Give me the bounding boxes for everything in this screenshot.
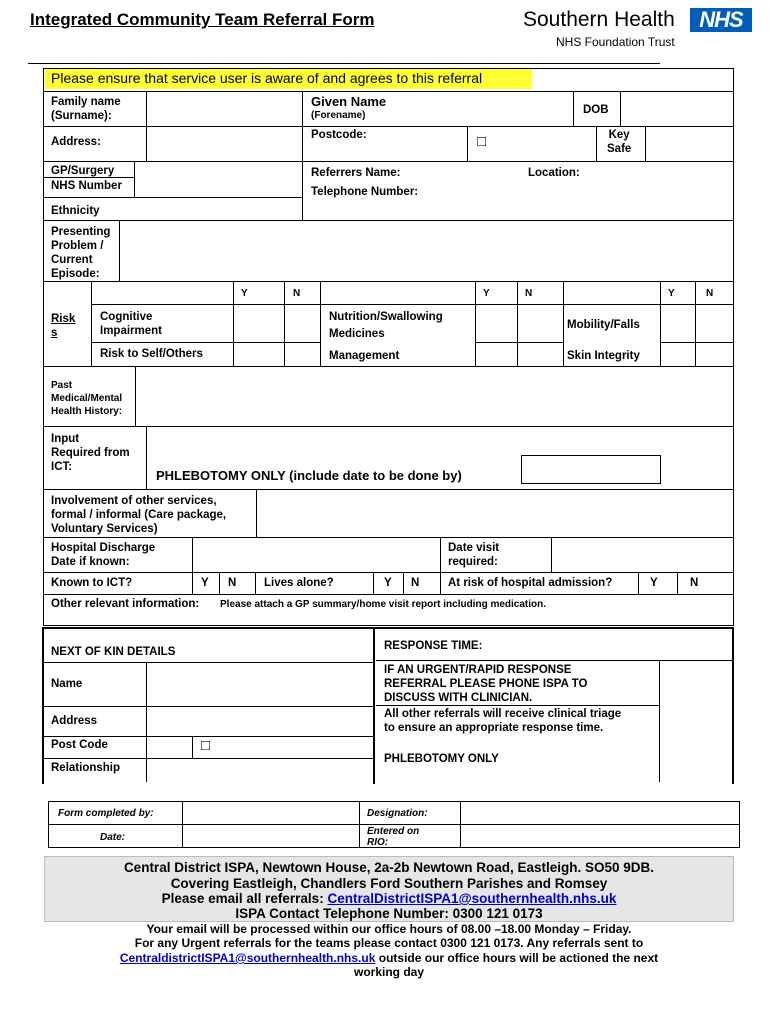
management-label: Management <box>329 350 400 362</box>
ethnicity-label: Ethnicity <box>51 205 100 217</box>
date-visit-label: Date visit required: <box>448 542 500 568</box>
discharge-label: Hospital Discharge Date if known: <box>51 542 156 568</box>
completed-by-label: Form completed by: <box>58 808 154 819</box>
known-ict-y[interactable]: Y <box>201 577 209 589</box>
lives-alone-n[interactable]: N <box>411 577 420 589</box>
address-label: Address: <box>51 136 101 148</box>
presenting-problem-label: Presenting Problem / Current Episode: <box>51 226 111 280</box>
footer-phone: ISPA Contact Telephone Number: 0300 121 0173 <box>235 906 543 921</box>
lives-alone-y[interactable]: Y <box>384 577 392 589</box>
skin-integrity-label: Skin Integrity <box>567 350 640 362</box>
mobility-falls-label: Mobility/Falls <box>567 319 640 331</box>
phlebotomy-date-field[interactable] <box>521 455 661 484</box>
nok-name-label: Name <box>51 678 83 690</box>
designation-label: Designation: <box>367 808 428 819</box>
location-label: Location: <box>528 167 580 179</box>
consent-notice: Please ensure that service user is aware of and agrees to this referral <box>51 70 483 86</box>
admission-y[interactable]: Y <box>650 577 658 589</box>
medicines-label: Medicines <box>329 328 385 340</box>
nok-relationship-label: Relationship <box>51 762 121 774</box>
urgent-referral-text: IF AN URGENT/RAPID RESPONSE REFERRAL PLEASE PHONE ISPA TO DISCUSS WITH CLINICIAN. <box>384 664 588 704</box>
footer-address: Central District ISPA, Newtown House, 2a-2b Newtown Road, Eastleigh. SO50 9DB. <box>123 860 655 875</box>
nok-postcode-lookup-icon[interactable]: □ <box>201 737 211 754</box>
org-subtitle: NHS Foundation Trust <box>556 35 675 49</box>
phlebotomy-label: PHLEBOTOMY ONLY (include date to be done by) <box>156 468 462 483</box>
out-of-hours-note <box>34 951 744 966</box>
risk-y-header-3: Y <box>668 288 675 299</box>
completion-date-label: Date: <box>100 832 126 843</box>
known-ict-label: Known to ICT? <box>51 577 133 589</box>
response-phlebotomy-label: PHLEBOTOMY ONLY <box>384 753 499 765</box>
cognitive-impairment-label: Cognitive Impairment <box>100 311 162 337</box>
entered-rio-label: Entered on RIO: <box>367 826 420 848</box>
footer-email-prefix: Please email all referrals: <box>161 891 324 906</box>
response-time-title: RESPONSE TIME: <box>384 640 483 652</box>
nutrition-label: Nutrition/Swallowing <box>329 311 443 323</box>
out-of-hours-email-link[interactable]: CentraldistrictISPA1@southernhealth.nhs.uk <box>119 951 376 965</box>
risk-self-others-label: Risk to Self/Others <box>100 348 203 360</box>
dob-label: DOB <box>583 104 609 116</box>
postcode-label: Postcode: <box>311 129 367 141</box>
admission-risk-label: At risk of hospital admission? <box>448 577 613 589</box>
referrers-name-label: Referrers Name: <box>311 167 401 179</box>
past-medical-label: Past Medical/Mental Health History: <box>51 380 123 417</box>
known-ict-n[interactable]: N <box>228 577 237 589</box>
form-title: Integrated Community Team Referral Form <box>30 10 375 29</box>
risks-label: Risk s <box>51 313 76 339</box>
given-name-label: Given Name <box>311 94 387 109</box>
risk-n-header-3: N <box>706 288 714 299</box>
family-name-label: Family name (Surname): <box>51 96 121 122</box>
nhs-logo: NHS <box>690 8 752 32</box>
lives-alone-label: Lives alone? <box>264 577 334 589</box>
next-of-kin-title: NEXT OF KIN DETAILS <box>51 646 176 658</box>
office-hours-note: Your email will be processed within our office hours of 08.00 –18.00 Monday – Friday. <box>146 922 632 936</box>
urgent-contact-note: For any Urgent referrals for the teams please contact 0300 121 0173. Any referrals sent to <box>134 936 644 950</box>
risk-y-header-1: Y <box>241 288 248 299</box>
other-info-label: Other relevant information: <box>51 598 200 610</box>
other-referrals-text: All other referrals will receive clinical triage to ensure an appropriate response time. <box>384 708 622 734</box>
footer-coverage: Covering Eastleigh, Chandlers Ford Southern Parishes and Romsey <box>170 876 608 891</box>
out-of-hours-text: outside our office hours will be actioned the next <box>378 951 659 965</box>
forename-label: (Forename) <box>311 110 366 121</box>
risk-n-header-2: N <box>525 288 533 299</box>
postcode-lookup-icon[interactable]: □ <box>477 133 487 150</box>
admission-n[interactable]: N <box>690 577 699 589</box>
nok-postcode-label: Post Code <box>51 739 108 751</box>
risk-n-header-1: N <box>293 288 301 299</box>
nok-address-label: Address <box>51 715 98 727</box>
gp-surgery-label: GP/Surgery <box>51 165 115 177</box>
other-info-note: Please attach a GP summary/home visit report including medication. <box>220 599 547 610</box>
involvement-label: Involvement of other services, formal / informal (Care package, Voluntary Services) <box>51 495 227 535</box>
key-safe-label: Key Safe <box>607 129 632 155</box>
working-day-note: working day <box>353 965 424 979</box>
risk-y-header-2: Y <box>483 288 490 299</box>
telephone-number-label: Telephone Number: <box>311 186 419 198</box>
org-name: Southern Health <box>523 8 675 31</box>
footer-email-line <box>44 891 734 906</box>
footer-email-link[interactable]: CentralDistrictISPA1@southernhealth.nhs.uk <box>327 891 617 906</box>
input-required-label: Input Required from ICT: <box>51 433 130 473</box>
nhs-number-label: NHS Number <box>51 180 122 192</box>
